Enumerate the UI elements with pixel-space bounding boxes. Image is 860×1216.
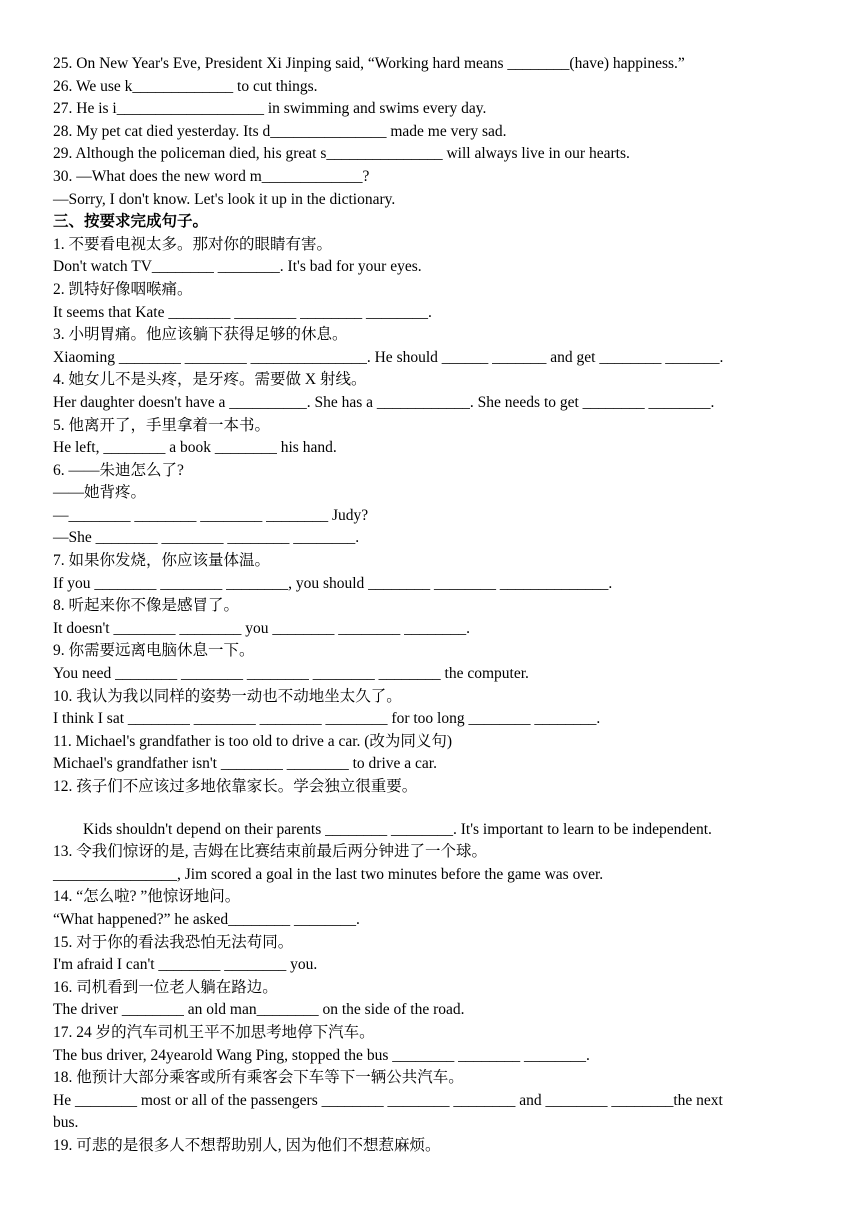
item-15-english: I'm afraid I can't ________ ________ you. [53, 956, 318, 974]
item-12-english: Kids shouldn't depend on their parents ________ ________. It's important to learn to be independent. [83, 820, 712, 838]
item-15-chinese: 15. 对于你的看法我恐怕无法苟同。 [53, 933, 294, 951]
question-27: 27. He is i___________________ in swimming and swims every day. [53, 100, 487, 118]
item-8-chinese: 8. 听起来你不像是感冒了。 [53, 597, 240, 615]
item-7-english: If you ________ ________ ________, you should ________ ________ ______________. [53, 574, 613, 592]
item-18-english: He ________ most or all of the passengers ________ ________ ________ and ________ ________the next [53, 1091, 723, 1109]
item-17-english: The bus driver, 24yearold Wang Ping, stopped the bus ________ ________ ________. [53, 1046, 590, 1064]
question-30: 30. —What does the new word m_____________? [53, 167, 370, 185]
item-18-english-cont: bus. [53, 1114, 79, 1132]
question-25: 25. On New Year's Eve, President Xi Jinping said, “Working hard means ________(have) happiness.” [53, 55, 685, 72]
item-2-chinese: 2. 凯特好像咽喉痛。 [53, 280, 193, 298]
question-28: 28. My pet cat died yesterday. Its d_______________ made me very sad. [53, 122, 507, 140]
item-11-instruction: 11. Michael's grandfather is too old to drive a car. (改为同义句) [53, 732, 453, 750]
item-13-chinese: 13. 令我们惊讶的是, 吉姆在比赛结束前最后两分钟进了一个球。 [53, 843, 488, 861]
item-14-chinese: 14. “怎么啦? ”他惊讶地问。 [53, 888, 241, 906]
item-16-english: The driver ________ an old man________ on the side of the road. [53, 1001, 465, 1019]
item-4-english: Her daughter doesn't have a __________. She has a ____________. She needs to get ________ ________. [53, 393, 715, 411]
item-13-english: ________________, Jim scored a goal in the last two minutes before the game was over. [53, 865, 604, 883]
item-16-chinese: 16. 司机看到一位老人躺在路边。 [53, 978, 278, 996]
item-18-chinese: 18. 他预计大部分乘客或所有乘客会下车等下一辆公共汽车。 [53, 1069, 464, 1087]
item-2-english: It seems that Kate ________ ________ ________ ________. [53, 303, 432, 321]
item-12-chinese: 12. 孩子们不应该过多地依靠家长。学会独立很重要。 [53, 778, 418, 795]
item-10-english: I think I sat ________ ________ ________ ________ for too long ________ ________. [53, 710, 601, 728]
item-6-english-q: —________ ________ ________ ________ Judy? [53, 506, 369, 524]
item-9-english: You need ________ ________ ________ ________ ________ the computer. [53, 665, 529, 683]
worksheet-page [53, 53, 823, 1158]
item-14-english: “What happened?” he asked________ ________. [53, 910, 360, 928]
item-9-chinese: 9. 你需要远离电脑休息一下。 [53, 642, 255, 660]
item-3-english: Xiaoming ________ ________ _______________. He should ______ _______ and get ________ _______. [53, 348, 724, 366]
item-10-chinese: 10. 我认为我以同样的姿势一动也不动地坐太久了。 [53, 687, 402, 705]
item-5-chinese: 5. 他离开了，手里拿着一本书。 [53, 416, 271, 434]
item-6-english-a: —She ________ ________ ________ ________. [53, 529, 360, 547]
blank-spacer [53, 799, 823, 819]
item-8-english: It doesn't ________ ________ you ________ ________ ________. [53, 619, 470, 637]
question-26: 26. We use k_____________ to cut things. [53, 77, 318, 95]
section-heading: 三、按要求完成句子。 [53, 213, 209, 231]
item-6-chinese-q: 6. ——朱迪怎么了? [53, 461, 184, 479]
question-30-reply: —Sorry, I don't know. Let's look it up in the dictionary. [53, 190, 396, 208]
item-6-chinese-a: ——她背疼。 [53, 484, 147, 502]
item-7-chinese: 7. 如果你发烧，你应该量体温。 [53, 552, 271, 570]
item-5-english: He left, ________ a book ________ his hand. [53, 439, 337, 457]
item-1-english: Don't watch TV________ ________. It's bad for your eyes. [53, 258, 422, 276]
item-4-chinese: 4. 她女儿不是头疼，是牙疼。需要做 X 射线。 [53, 371, 367, 389]
question-29: 29. Although the policeman died, his great s_______________ will always live in our hearts. [53, 145, 630, 163]
item-17-chinese: 17. 24 岁的汽车司机王平不加思考地停下汽车。 [53, 1023, 375, 1041]
item-19-chinese: 19. 可悲的是很多人不想帮助别人, 因为他们不想惹麻烦。 [53, 1136, 441, 1154]
item-1-chinese: 1. 不要看电视太多。那对你的眼睛有害。 [53, 235, 333, 253]
item-3-chinese: 3. 小明胃痛。他应该躺下获得足够的休息。 [53, 326, 348, 344]
item-11-english: Michael's grandfather isn't ________ ________ to drive a car. [53, 755, 437, 773]
